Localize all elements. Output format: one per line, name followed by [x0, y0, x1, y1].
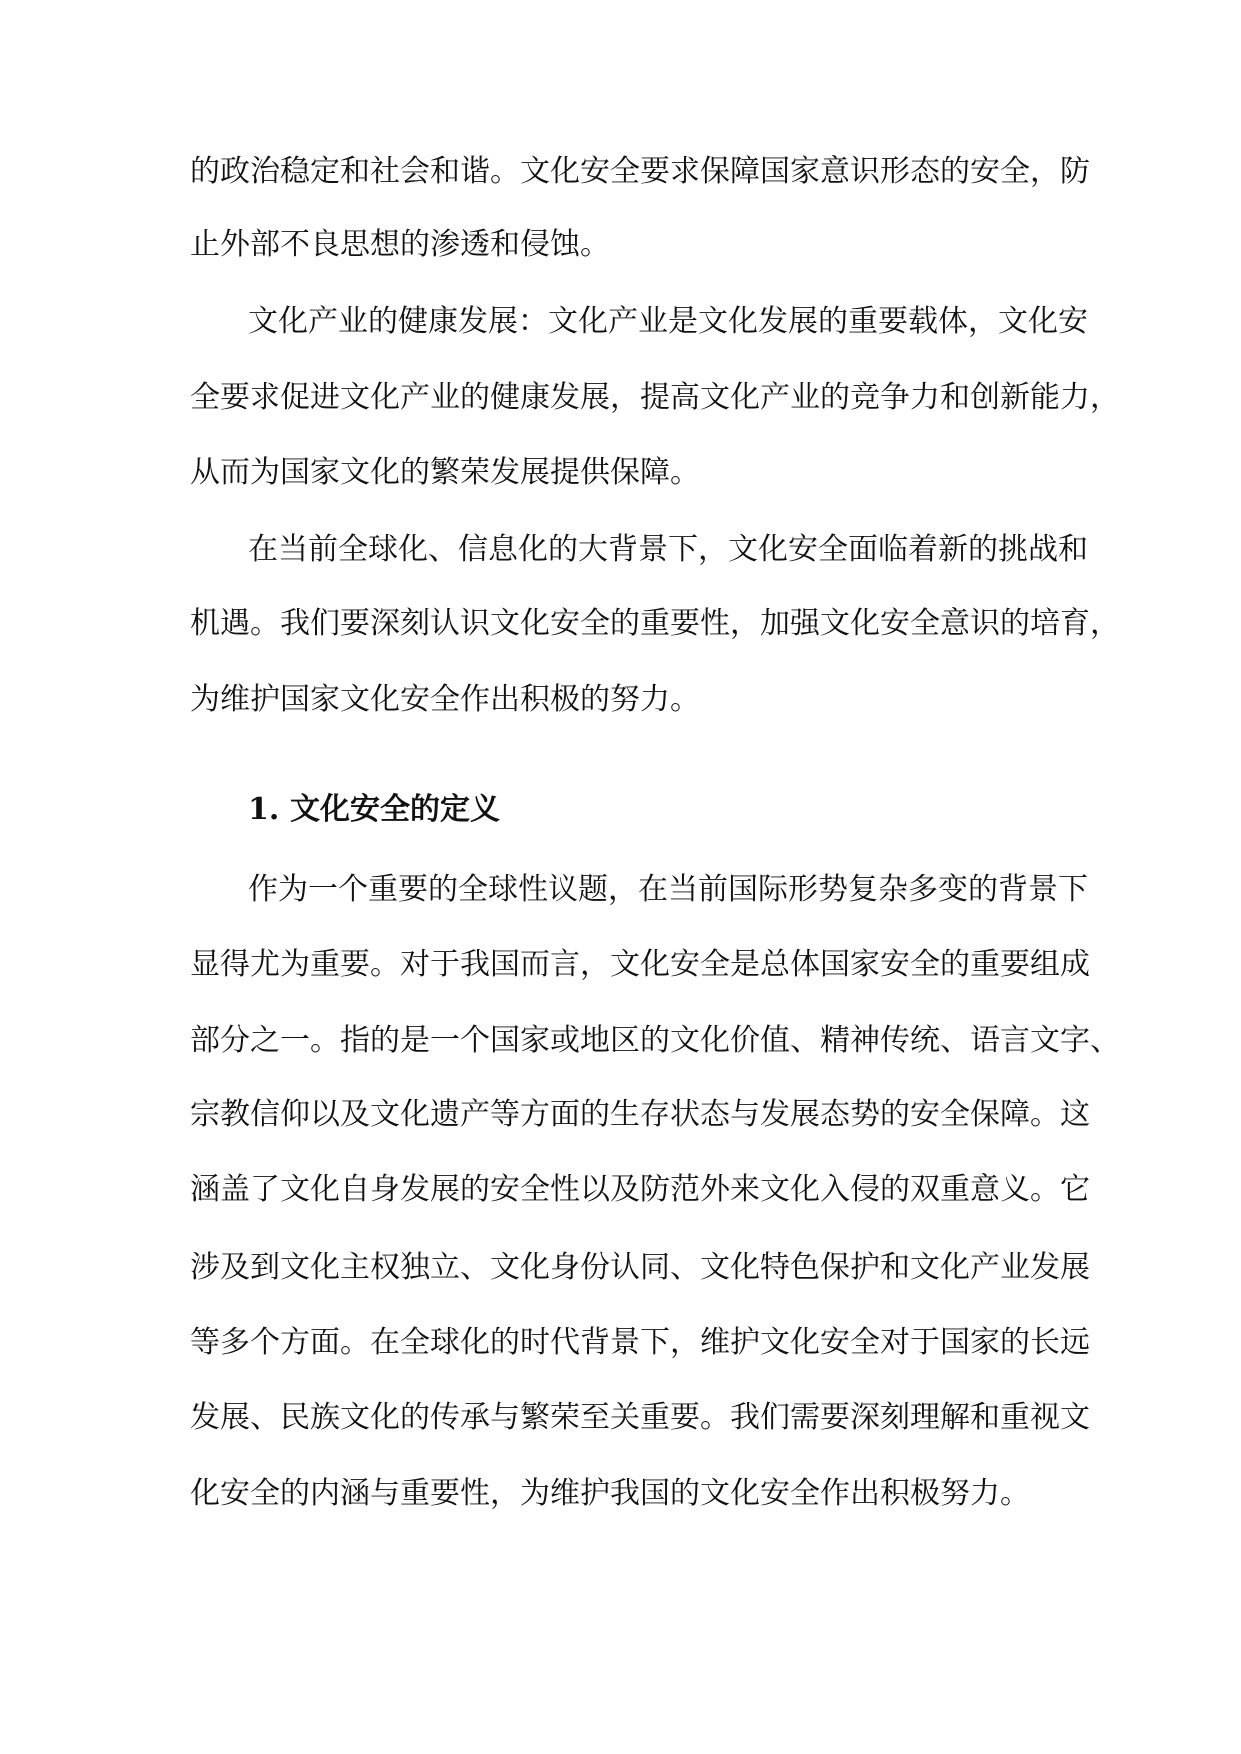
text-line: 宗教信仰以及文化遗产等方面的生存状态与发展态势的安全保障。这 — [190, 1097, 1090, 1132]
section-heading — [248, 790, 500, 830]
text-line: 从而为国家文化的繁荣发展提供保障。 — [190, 455, 700, 490]
text-line: 的政治稳定和社会和谐。文化安全要求保障国家意识形态的安全，防 — [190, 154, 1090, 189]
text-line: 发展、民族文化的传承与繁荣至关重要。我们需要深刻理解和重视文 — [190, 1400, 1090, 1435]
paragraph-first-line: 文化产业的健康发展：文化产业是文化发展的重要载体，文化安 — [248, 304, 1088, 339]
paragraph-first-line: 作为一个重要的全球性议题，在当前国际形势复杂多变的背景下 — [248, 872, 1088, 907]
text-line: 止外部不良思想的渗透和侵蚀。 — [190, 227, 610, 262]
text-line: 涉及到文化主权独立、文化身份认同、文化特色保护和文化产业发展 — [190, 1250, 1090, 1285]
text-line: 机遇。我们要深刻认识文化安全的重要性，加强文化安全意识的培育， — [190, 606, 1120, 641]
text-line: 涵盖了文化自身发展的安全性以及防范外来文化入侵的双重意义。它 — [190, 1172, 1090, 1207]
section-title: 文化安全的定义 — [290, 792, 500, 827]
section-number: 1. — [248, 792, 280, 827]
text-line: 部分之一。指的是一个国家或地区的文化价值、精神传统、语言文字、 — [190, 1023, 1120, 1058]
text-line: 化安全的内涵与重要性，为维护我国的文化安全作出积极努力。 — [190, 1476, 1030, 1511]
text-line: 等多个方面。在全球化的时代背景下，维护文化安全对于国家的长远 — [190, 1325, 1090, 1360]
text-line: 显得尤为重要。对于我国而言，文化安全是总体国家安全的重要组成 — [190, 947, 1090, 982]
text-line: 全要求促进文化产业的健康发展，提高文化产业的竞争力和创新能力， — [190, 380, 1120, 415]
paragraph-first-line: 在当前全球化、信息化的大背景下，文化安全面临着新的挑战和 — [248, 532, 1088, 567]
text-line: 为维护国家文化安全作出积极的努力。 — [190, 682, 700, 717]
